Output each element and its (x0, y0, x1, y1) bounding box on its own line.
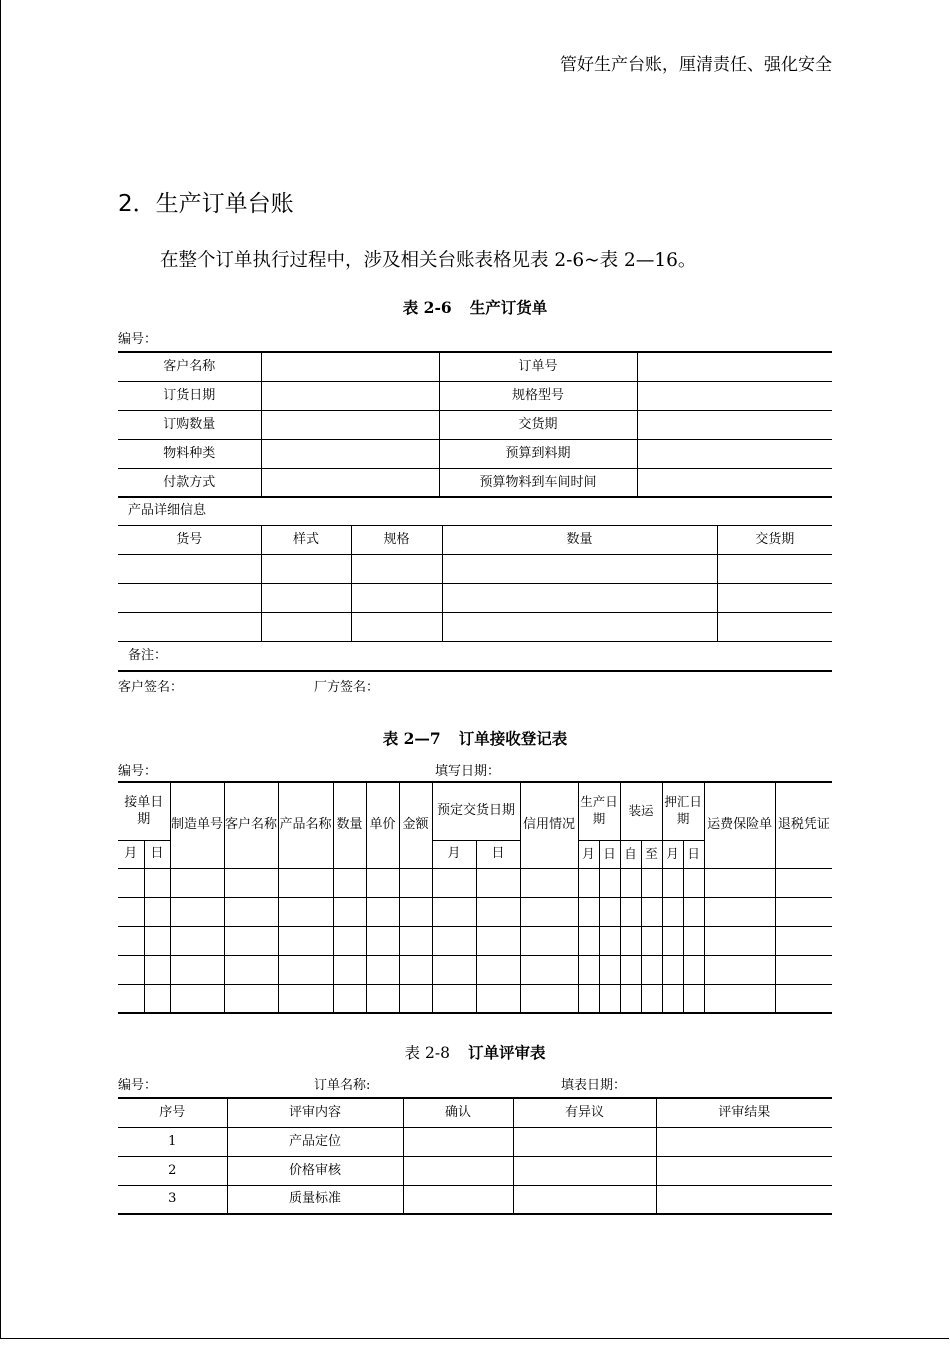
table-row (118, 868, 832, 897)
cell[interactable] (442, 555, 717, 584)
review-content: 质量标准 (227, 1185, 403, 1214)
cell[interactable] (520, 984, 578, 1013)
cell[interactable] (717, 555, 832, 584)
table-row (118, 381, 832, 410)
cell[interactable] (683, 897, 704, 926)
cell[interactable] (662, 926, 683, 955)
header-credit: 信用情况 (520, 782, 578, 868)
cell[interactable] (118, 984, 144, 1013)
factory-signature-label: 厂方签名： (314, 680, 380, 695)
cell[interactable] (333, 868, 366, 897)
cell[interactable] (170, 955, 224, 984)
label-cell: 规格型号 (439, 381, 637, 410)
value-cell[interactable] (261, 410, 439, 439)
label-cell: 订货日期 (118, 381, 261, 410)
table-row (118, 955, 832, 984)
table1-caption-title: 生产订货单 (469, 299, 548, 317)
table3-serial-label: 编号： (118, 1078, 158, 1093)
cell[interactable] (432, 984, 476, 1013)
header-insurance: 运费保险单 (704, 782, 775, 868)
header-receive-date: 接单日期 (118, 782, 170, 840)
cell[interactable] (656, 1127, 832, 1156)
cell[interactable] (366, 955, 399, 984)
table2-caption (0, 727, 950, 749)
cell[interactable] (578, 955, 599, 984)
cell[interactable] (442, 584, 717, 613)
cell[interactable] (170, 868, 224, 897)
cell[interactable] (656, 1156, 832, 1185)
table3-caption-number: 表 2-8 (404, 1044, 450, 1062)
table3-order-name-label: 订单名称: (314, 1078, 371, 1093)
cell[interactable] (662, 984, 683, 1013)
value-cell[interactable] (261, 439, 439, 468)
cell[interactable] (351, 555, 442, 584)
table-row (118, 555, 832, 584)
product-detail-label: 产品详细信息 (118, 497, 832, 526)
cell[interactable] (278, 868, 333, 897)
order-form-table (118, 351, 832, 498)
cell[interactable] (144, 926, 170, 955)
cell[interactable] (224, 984, 278, 1013)
cell[interactable] (333, 897, 366, 926)
order-receipt-table (118, 781, 832, 1014)
subheader-month: 月 (432, 840, 476, 868)
cell[interactable] (620, 868, 641, 897)
cell[interactable] (432, 926, 476, 955)
intro-paragraph: 在整个订单执行过程中，涉及相关台账表格见表 2-6~表 2—16。 (160, 250, 697, 271)
subheader-from: 自 (620, 840, 641, 868)
cell[interactable] (656, 1185, 832, 1214)
cell[interactable] (432, 955, 476, 984)
table-row (118, 642, 832, 671)
cell[interactable] (620, 897, 641, 926)
cell[interactable] (476, 955, 520, 984)
cell[interactable] (261, 613, 351, 642)
cell[interactable] (578, 897, 599, 926)
cell[interactable] (704, 897, 775, 926)
label-cell: 预算物料到车间时间 (439, 468, 637, 497)
cell[interactable] (261, 555, 351, 584)
cell[interactable] (520, 955, 578, 984)
cell[interactable] (118, 555, 261, 584)
table-row (118, 584, 832, 613)
table-row (118, 1185, 832, 1214)
cell[interactable] (620, 955, 641, 984)
cell[interactable] (775, 926, 832, 955)
section-title: 2．生产订单台账 (118, 191, 294, 217)
cell[interactable] (399, 955, 432, 984)
column-header: 有异议 (513, 1098, 656, 1127)
cell[interactable] (513, 1156, 656, 1185)
subheader-day: 日 (599, 840, 620, 868)
header-unit-price: 单价 (366, 782, 399, 868)
row-number: 1 (118, 1127, 227, 1156)
label-cell: 订单号 (439, 352, 637, 381)
cell[interactable] (513, 1127, 656, 1156)
cell[interactable] (620, 926, 641, 955)
table3-fill-date-label: 填表日期： (561, 1078, 627, 1093)
row-number: 2 (118, 1156, 227, 1185)
column-header: 样式 (261, 526, 351, 555)
cell[interactable] (403, 1185, 513, 1214)
label-cell: 客户名称 (118, 352, 261, 381)
value-cell[interactable] (637, 352, 832, 381)
cell[interactable] (442, 613, 717, 642)
cell[interactable] (520, 897, 578, 926)
cell[interactable] (704, 868, 775, 897)
table2-caption-number: 表 2—7 (382, 729, 441, 748)
cell[interactable] (683, 926, 704, 955)
cell[interactable] (333, 984, 366, 1013)
cell[interactable] (704, 984, 775, 1013)
table-row (118, 897, 832, 926)
table2-fill-date-label: 填写日期： (435, 764, 501, 779)
cell[interactable] (599, 897, 620, 926)
column-header: 序号 (118, 1098, 227, 1127)
value-cell[interactable] (261, 468, 439, 497)
remarks-label: 备注： (118, 642, 832, 671)
cell[interactable] (476, 897, 520, 926)
cell[interactable] (775, 868, 832, 897)
value-cell[interactable] (637, 439, 832, 468)
table-row (118, 926, 832, 955)
header-remit-date: 押汇日期 (662, 782, 704, 840)
cell[interactable] (333, 955, 366, 984)
cell[interactable] (641, 868, 662, 897)
cell[interactable] (278, 955, 333, 984)
column-header: 数量 (442, 526, 717, 555)
cell[interactable] (366, 984, 399, 1013)
cell[interactable] (118, 955, 144, 984)
header-maker-no: 制造单号 (170, 782, 224, 868)
subheader-day: 日 (476, 840, 520, 868)
cell[interactable] (278, 984, 333, 1013)
cell[interactable] (170, 984, 224, 1013)
cell[interactable] (775, 984, 832, 1013)
table-row (118, 526, 832, 555)
cell[interactable] (278, 926, 333, 955)
table-row (118, 439, 832, 468)
cell[interactable] (224, 868, 278, 897)
cell[interactable] (366, 897, 399, 926)
label-cell: 预算到料期 (439, 439, 637, 468)
cell[interactable] (224, 955, 278, 984)
value-cell[interactable] (261, 381, 439, 410)
value-cell[interactable] (637, 468, 832, 497)
cell[interactable] (118, 926, 144, 955)
cell[interactable] (717, 613, 832, 642)
cell[interactable] (118, 897, 144, 926)
cell[interactable] (662, 868, 683, 897)
table3-caption-title: 订单评审表 (467, 1044, 546, 1062)
header-customer-name: 客户名称 (224, 782, 278, 868)
cell[interactable] (118, 584, 261, 613)
cell[interactable] (403, 1156, 513, 1185)
order-review-table (118, 1097, 832, 1215)
table-row (118, 1127, 832, 1156)
cell[interactable] (683, 955, 704, 984)
header-amount: 金额 (399, 782, 432, 868)
table2-serial-label: 编号： (118, 764, 158, 779)
review-content: 产品定位 (227, 1127, 403, 1156)
table2-caption-title: 订单接收登记表 (458, 730, 568, 748)
cell[interactable] (399, 984, 432, 1013)
table-row (118, 410, 832, 439)
table1-caption-number: 表 2-6 (402, 298, 452, 317)
cell[interactable] (170, 926, 224, 955)
label-cell: 交货期 (439, 410, 637, 439)
cell[interactable] (599, 955, 620, 984)
cell[interactable] (599, 926, 620, 955)
cell[interactable] (399, 897, 432, 926)
cell[interactable] (775, 955, 832, 984)
cell[interactable] (520, 926, 578, 955)
cell[interactable] (641, 955, 662, 984)
customer-signature-label: 客户签名： (118, 680, 184, 695)
cell[interactable] (476, 926, 520, 955)
value-cell[interactable] (637, 381, 832, 410)
cell[interactable] (144, 868, 170, 897)
cell[interactable] (399, 868, 432, 897)
cell[interactable] (683, 984, 704, 1013)
column-header: 确认 (403, 1098, 513, 1127)
subheader-month: 月 (578, 840, 599, 868)
header-shipping: 装运 (620, 782, 662, 840)
cell[interactable] (662, 955, 683, 984)
cell[interactable] (403, 1127, 513, 1156)
value-cell[interactable] (637, 410, 832, 439)
table-row (118, 1156, 832, 1185)
cell[interactable] (641, 984, 662, 1013)
cell[interactable] (476, 868, 520, 897)
cell[interactable] (704, 955, 775, 984)
header-row (118, 782, 832, 840)
cell[interactable] (599, 868, 620, 897)
row-number: 3 (118, 1185, 227, 1214)
cell[interactable] (118, 613, 261, 642)
cell[interactable] (641, 897, 662, 926)
subheader-month: 月 (118, 840, 144, 868)
cell[interactable] (432, 868, 476, 897)
label-cell: 订购数量 (118, 410, 261, 439)
cell[interactable] (399, 926, 432, 955)
subheader-to: 至 (641, 840, 662, 868)
cell[interactable] (333, 926, 366, 955)
column-header: 规格 (351, 526, 442, 555)
header-tax-refund: 退税凭证 (775, 782, 832, 868)
cell[interactable] (144, 955, 170, 984)
product-detail-table (118, 496, 832, 672)
cell[interactable] (578, 868, 599, 897)
cell[interactable] (476, 984, 520, 1013)
column-header: 评审内容 (227, 1098, 403, 1127)
cell[interactable] (351, 613, 442, 642)
header-qty: 数量 (333, 782, 366, 868)
subheader-day: 日 (683, 840, 704, 868)
cell[interactable] (578, 984, 599, 1013)
cell[interactable] (578, 926, 599, 955)
header-prod-date: 生产日期 (578, 782, 620, 840)
table-row (118, 984, 832, 1013)
cell[interactable] (144, 897, 170, 926)
table-row (118, 352, 832, 381)
cell[interactable] (432, 897, 476, 926)
header-product-name: 产品名称 (278, 782, 333, 868)
label-cell: 付款方式 (118, 468, 261, 497)
column-header: 评审结果 (656, 1098, 832, 1127)
header-due-date: 预定交货日期 (432, 782, 520, 840)
review-content: 价格审核 (227, 1156, 403, 1185)
subheader-month: 月 (662, 840, 683, 868)
cell[interactable] (775, 897, 832, 926)
cell[interactable] (278, 897, 333, 926)
cell[interactable] (520, 868, 578, 897)
cell[interactable] (261, 584, 351, 613)
label-cell: 物料种类 (118, 439, 261, 468)
value-cell[interactable] (261, 352, 439, 381)
cell[interactable] (224, 926, 278, 955)
cell[interactable] (513, 1185, 656, 1214)
cell[interactable] (366, 926, 399, 955)
cell[interactable] (662, 897, 683, 926)
column-header: 货号 (118, 526, 261, 555)
cell[interactable] (717, 584, 832, 613)
cell[interactable] (641, 926, 662, 955)
table-row (118, 497, 832, 526)
cell[interactable] (704, 926, 775, 955)
table1-serial-label: 编号： (118, 332, 158, 347)
table-row (118, 468, 832, 497)
cell[interactable] (683, 868, 704, 897)
cell[interactable] (170, 897, 224, 926)
cell[interactable] (599, 984, 620, 1013)
header-row (118, 1098, 832, 1127)
cell[interactable] (224, 897, 278, 926)
table-row (118, 613, 832, 642)
running-header: 管好生产台账，厘清责任、强化安全 (560, 55, 832, 75)
cell[interactable] (351, 584, 442, 613)
column-header: 交货期 (717, 526, 832, 555)
table1-caption (0, 296, 950, 318)
table3-caption (0, 1041, 950, 1063)
cell[interactable] (118, 868, 144, 897)
subheader-day: 日 (144, 840, 170, 868)
cell[interactable] (366, 868, 399, 897)
cell[interactable] (144, 984, 170, 1013)
cell[interactable] (620, 984, 641, 1013)
